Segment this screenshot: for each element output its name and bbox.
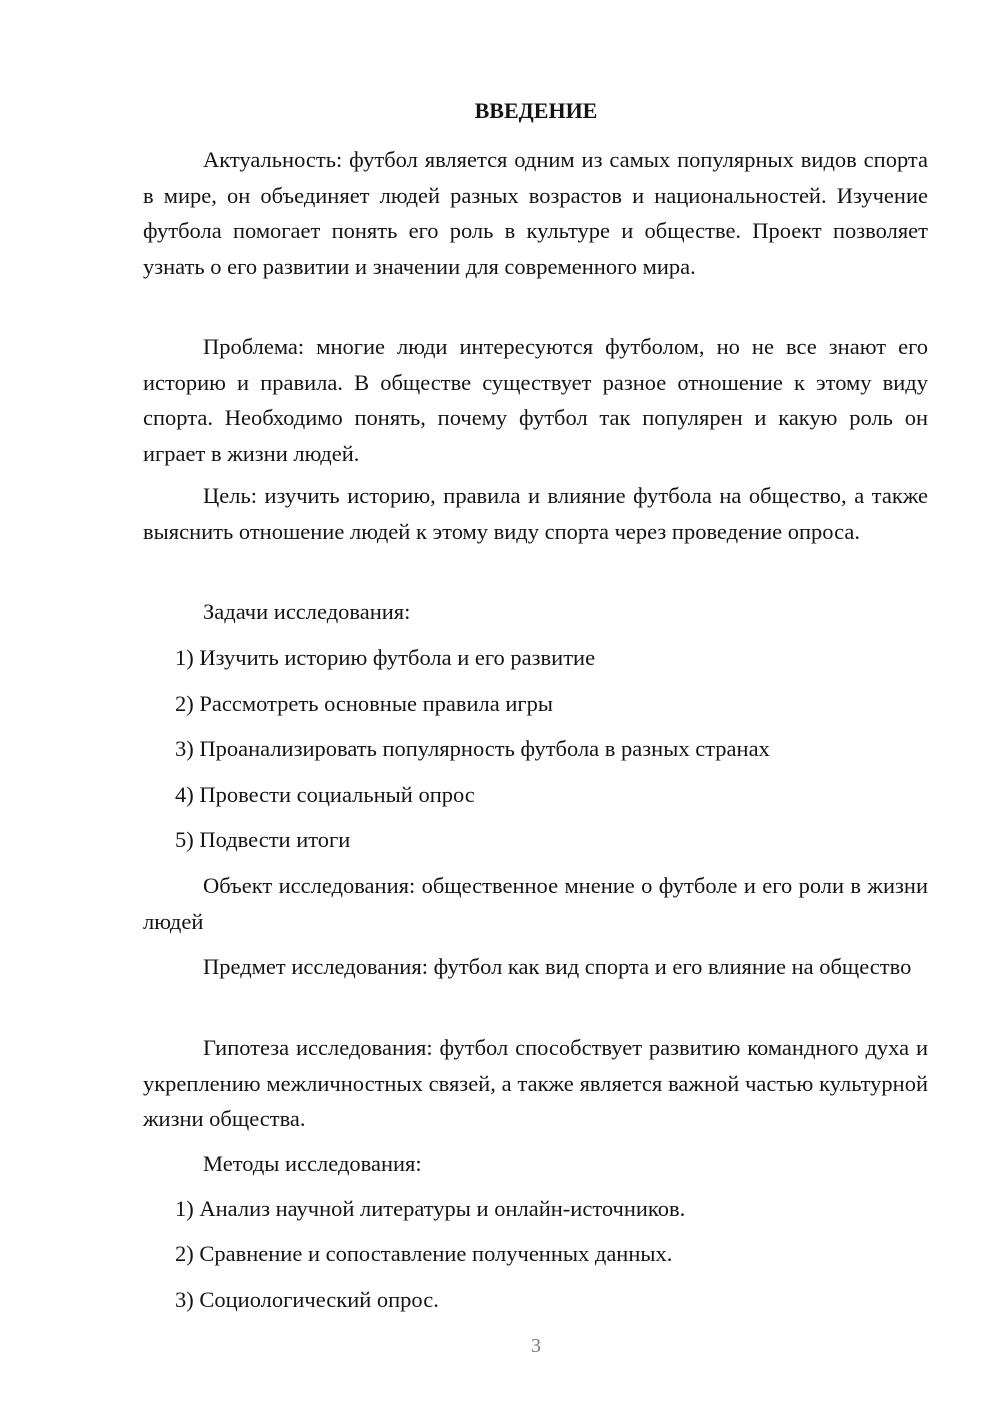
task-item: 5) Подвести итоги: [175, 827, 351, 852]
hypothesis-paragraph: Гипотеза исследования: футбол способствует развитию командного духа и укреплению межличностных связей, а также является важной частью культурной жизни общества.: [143, 1035, 928, 1131]
problem-paragraph: Проблема: многие люди интересуются футболом, но не все знают его историю и правила. В обществе существует разное отношение к этому виду спорта. Необходимо понять, почему футбол так популярен и какую роль он играет в жизни людей.: [143, 334, 928, 466]
task-item: 2) Рассмотреть основные правила игры: [175, 691, 553, 716]
object-paragraph: Объект исследования: общественное мнение о футболе и его роли в жизни людей: [143, 873, 928, 934]
task-item: 1) Изучить историю футбола и его развитие: [175, 645, 596, 670]
relevance-paragraph: Актуальность: футбол является одним из самых популярных видов спорта в мире, он объединяет людей разных возрастов и национальностей. Изучение футбола помогает понять его роль в культуре и обществе. Проект позволяет узнать о его развитии и значении для современного мира.: [143, 147, 928, 279]
method-item: 3) Социологический опрос.: [175, 1287, 439, 1312]
task-item: 3) Проанализировать популярность футбола в разных странах: [175, 736, 770, 761]
method-item: 1) Анализ научной литературы и онлайн-источников.: [175, 1196, 686, 1221]
method-item: 2) Сравнение и сопоставление полученных данных.: [175, 1241, 673, 1266]
task-item: 4) Провести социальный опрос: [175, 782, 475, 807]
goal-paragraph: Цель: изучить историю, правила и влияние футбола на общество, а также выяснить отношение людей к этому виду спорта через проведение опроса.: [143, 483, 928, 544]
methods-heading: Методы исследования:: [203, 1151, 422, 1176]
section-title: ВВЕДЕНИЕ: [474, 98, 598, 123]
subject-paragraph: Предмет исследования: футбол как вид спорта и его влияние на общество: [203, 954, 912, 979]
tasks-heading: Задачи исследования:: [203, 599, 411, 624]
page-number: 3: [531, 1335, 541, 1357]
